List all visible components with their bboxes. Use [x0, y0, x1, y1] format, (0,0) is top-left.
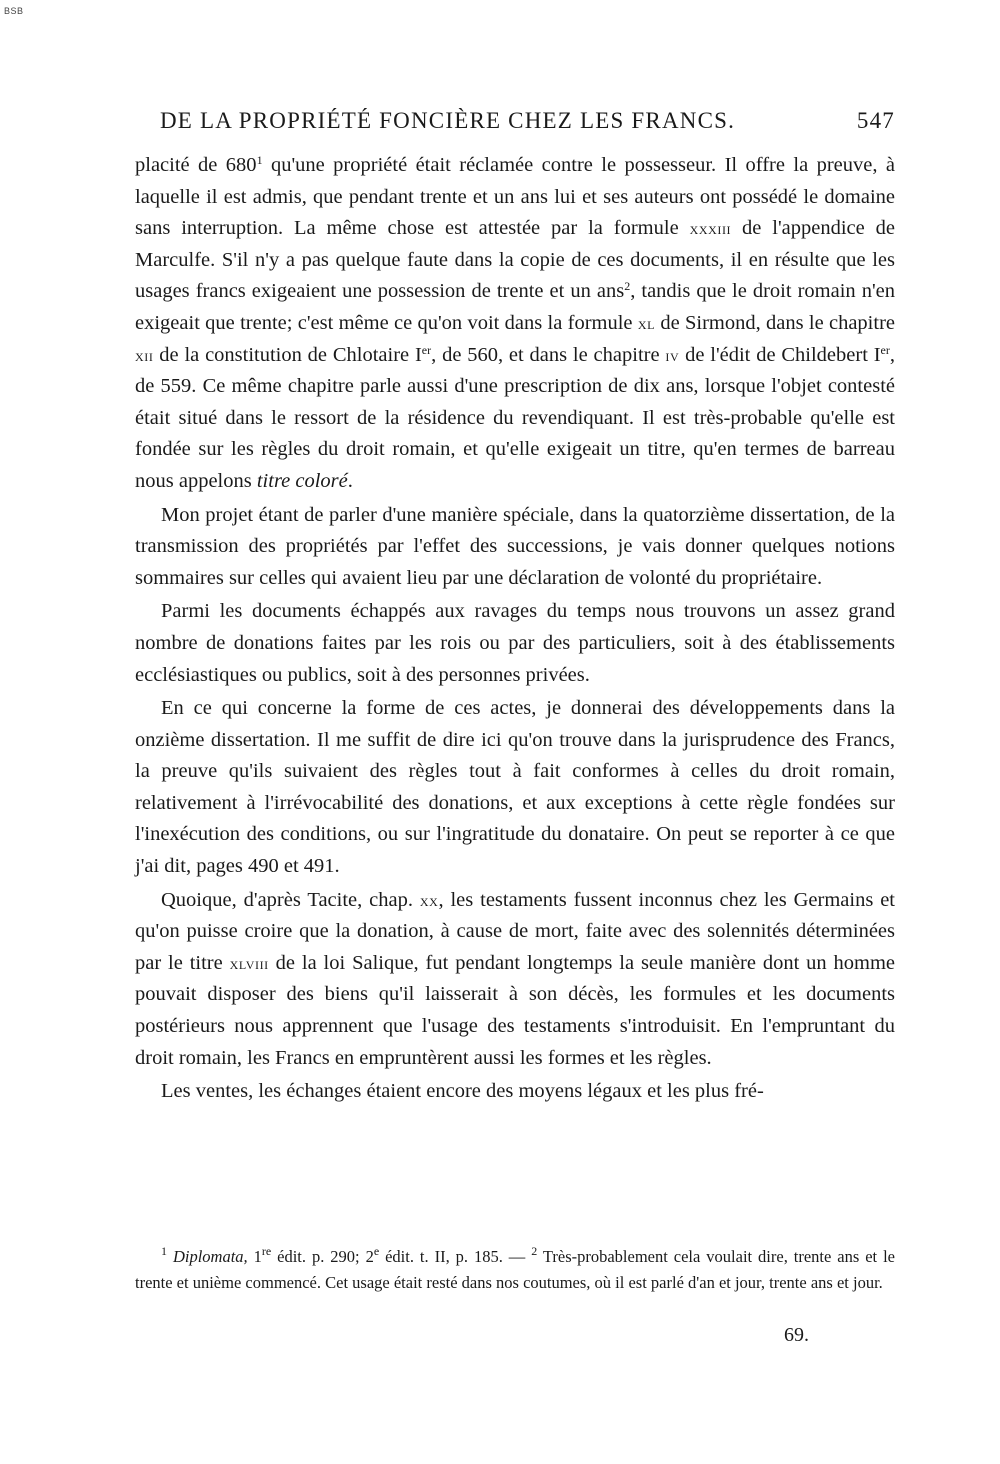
text-run: 1 [247, 1247, 262, 1266]
text-run: . [347, 469, 353, 492]
text-run: de la loi Salique, fut pendant longtemps la seule manière dont un homme pouvait disposer des biens qu'il laisserait à son décès, les formules et les documents postérieurs nous apprennent que l'usage des testaments s'introduisit. En l'empruntant du droit romain, les Francs en empruntèrent aussi les formes et les règles. [135, 951, 896, 1069]
signature-mark: 69. [784, 1324, 809, 1346]
superscript: e [373, 1244, 380, 1258]
roman-numeral: xii [135, 345, 154, 365]
paragraph-4: En ce qui concerne la forme de ces actes, je donnerai des développements dans la onzième dissertation. Il me suffit de dire ici qu'on trouve dans la jurisprudence des Francs, la preuve qu'ils suivaient des règles tout à fait conformes à celles du droit romain, relativement à l'irrévocabilité des donations, et aux exceptions à cette règle fondées sur l'inexécution des conditions, ou sur l'ingratitude du donataire. On peut se reporter à ce que j'ai dit, pages 490 et 491. [135, 697, 895, 878]
text-run: édit. p. 290; 2 [271, 1247, 374, 1266]
text-run: de la constitution de Chlotaire I [153, 343, 422, 366]
footnote-text [135, 1244, 895, 1296]
text-run: , tandis que le droit romain n'en exigeait que trente; c'est même ce qu'on voit dans la formule [135, 280, 895, 334]
paragraph-3: Parmi les documents échappés aux ravages du temps nous trouvons un assez grand nombre de donations faites par les rois ou par des particuliers, soit à des établissements ecclésiastiques ou publics, soit à des personnes privées. [135, 600, 895, 686]
roman-numeral: xx [419, 890, 439, 910]
footnote-ref-2: 2 [624, 279, 631, 294]
text-run: qu'une propriété était réclamée contre le possesseur. Il offre la preuve, à laquelle il est admis, que pendant trente et un ans lui et ses auteurs ont possédé le domaine sans interruption. La même chose est attestée par la formule [135, 154, 896, 240]
roman-numeral: iv [665, 345, 680, 365]
footnote-ref-1: 1 [256, 153, 263, 167]
paragraph-1 [135, 150, 895, 498]
roman-numeral: xxxiii [689, 219, 732, 239]
footnote-marker-1: 1 [161, 1244, 167, 1258]
superscript: er [421, 342, 432, 357]
paragraph-5 [135, 885, 895, 1075]
text-run: , de 560, et dans le chapitre [431, 343, 666, 366]
paragraph-2: Mon projet étant de parler d'une manière spéciale, dans la quatorzième dissertation, de la transmission des propriétés par l'effet des successions, je vais donner quelques notions sommaires sur celles qui avaient lieu par une déclaration de volonté du propriétaire. [135, 503, 895, 589]
text-run: Quoique, d'après Tacite, chap. [161, 888, 420, 911]
text-run: de Sirmond, dans le chapitre [655, 311, 895, 334]
running-header [160, 108, 895, 134]
running-title: DE LA PROPRIÉTÉ FONCIÈRE CHEZ LES FRANCS. [160, 108, 736, 133]
roman-numeral: xlviii [229, 953, 269, 973]
italic-term: titre coloré [256, 469, 348, 492]
text-run: , les testaments fussent inconnus chez les Germains et qu'on puisse croire que la donation, à cause de mort, faite avec des solennités déterminées par le titre [135, 888, 895, 974]
superscript: re [261, 1244, 272, 1258]
roman-numeral: xl [637, 313, 656, 333]
footnote-marker-2: 2 [531, 1244, 538, 1258]
text-run: de l'édit de Childebert I [679, 343, 881, 366]
library-stamp: BSB [4, 6, 24, 16]
footnotes [135, 1244, 895, 1296]
page-number: 547 [856, 108, 895, 133]
italic-title: Diplomata, [172, 1247, 248, 1266]
text-run: , de 559. Ce même chapitre parle aussi d'une prescription de dix ans, lorsque l'objet contesté était situé dans le ressort de la résidence du revendiquant. Il est très-probable qu'elle est fondée sur les règles du droit romain, et qu'elle exigeait un titre, qu'en termes de barreau nous appelons [135, 343, 895, 492]
text-run: placité de 680 [135, 154, 257, 176]
text-run: Très-probablement cela voulait dire, trente ans et le trente et unième commencé. Cet usage était resté dans nos coutumes, où il est parlé d'an et jour, trente ans et jour. [135, 1247, 895, 1292]
text-run: édit. t. II, p. 185. — [379, 1247, 532, 1266]
text-run: de l'appendice de Marculfe. S'il n'y a pas quelque faute dans la copie de ces documents, il en résulte que les usages francs exigeaient une possession de trente et un ans [135, 217, 895, 303]
body-text [135, 150, 895, 1108]
superscript: er [880, 342, 890, 357]
paragraph-6: Les ventes, les échanges étaient encore des moyens légaux et les plus fré- [161, 1080, 764, 1103]
